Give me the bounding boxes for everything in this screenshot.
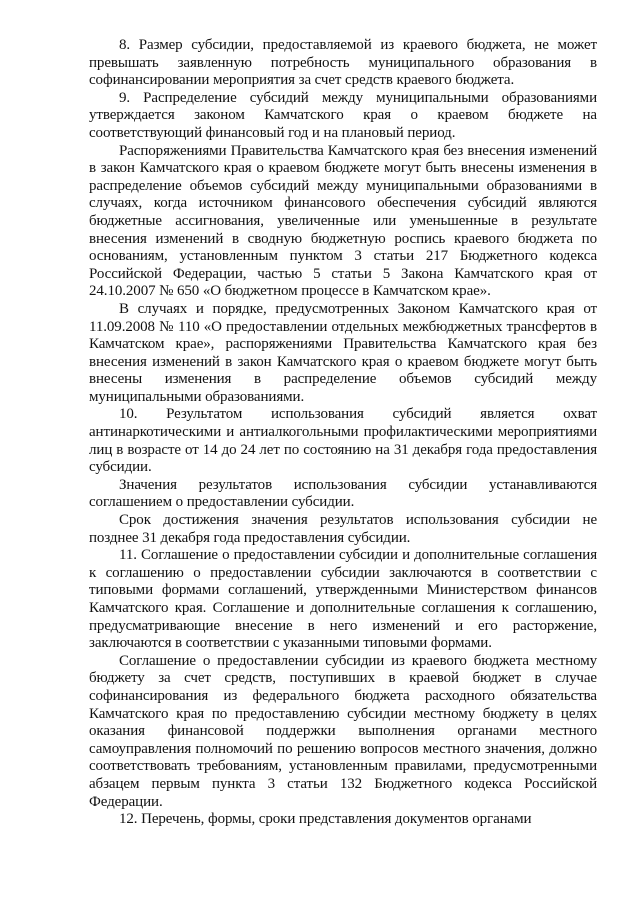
- paragraph-11: 11. Соглашение о предоставлении субсидии и дополнительные соглашения к соглашению о предоставлении субсидии заключаются в соответствии с типовыми формами соглашений, утвержденными Министерством финансов Камчатского края. Соглашение и дополнительные соглашения к соглашению, предусматривающие внесение в него изменений и его расторжение, заключаются в соответствии с указанными типовыми формами.: [89, 547, 597, 652]
- paragraph-10-values: Значения результатов использования субсидии устанавливаются соглашением о предоставлении субсидии.: [89, 476, 597, 511]
- paragraph-10: 10. Результатом использования субсидий является охват антинаркотическими и антиалкогольными профилактическими мероприятиями лиц в возрасте от 14 до 24 лет по состоянию на 31 декабря года предоставления субсидии.: [89, 406, 597, 476]
- paragraph-9-law-110: В случаях и порядке, предусмотренных Законом Камчатского края от 11.09.2008 № 110 «О предоставлении отдельных межбюджетных трансфертов в Камчатском крае», распоряжениями Правительства Камчатского края без внесения изменений в закон Камчатского края о краевом бюджете могут быть внесены изменения в распределение объемов субсидий между муниципальными образованиями.: [89, 300, 597, 405]
- paragraph-12: 12. Перечень, формы, сроки представления документов органами: [119, 811, 532, 828]
- paragraph-9: 9. Распределение субсидий между муниципальными образованиями утверждается законом Камчатского края о краевом бюджете на соответствующий финансовый год и на плановый период.: [89, 89, 597, 141]
- paragraph-8: 8. Размер субсидии, предоставляемой из краевого бюджета, не может превышать заявленную потребность муниципального образования в софинансировании мероприятия за счет средств краевого бюджета.: [89, 37, 597, 89]
- paragraph-9-budget-changes: Распоряжениями Правительства Камчатского края без внесения изменений в закон Камчатского края о краевом бюджете могут быть внесены изменения в распределение объемов субсидий между муниципальными образованиями в случаях, когда источником финансового обеспечения субсидий являются бюджетные ассигнования, увеличенные или уменьшенные в результате внесения изменений в сводную бюджетную роспись краевого бюджета по основаниям, установленным пунктом 3 статьи 217 Бюджетного кодекса Российской Федерации, частью 5 статьи 5 Закона Камчатского края от 24.10.2007 № 650 «О бюджетном процессе в Камчатском крае».: [89, 142, 597, 300]
- paragraph-11-federal: Соглашение о предоставлении субсидии из краевого бюджета местному бюджету за счет средств, поступивших в краевой бюджет в случае софинансирования из федерального бюджета расходного обязательства Камчатского края по предоставлению субсидии местному бюджету в целях оказания финансовой поддержки выполнения органами местного самоуправления полномочий по решению вопросов местного значения, должно соответствовать требованиям, установленным правилами, предусмотренными абзацем первым пункта 3 статьи 132 Бюджетного кодекса Российской Федерации.: [89, 652, 597, 810]
- document-body: [89, 37, 597, 829]
- paragraph-10-deadline: Срок достижения значения результатов использования субсидии не позднее 31 декабря года предоставления субсидии.: [89, 512, 597, 546]
